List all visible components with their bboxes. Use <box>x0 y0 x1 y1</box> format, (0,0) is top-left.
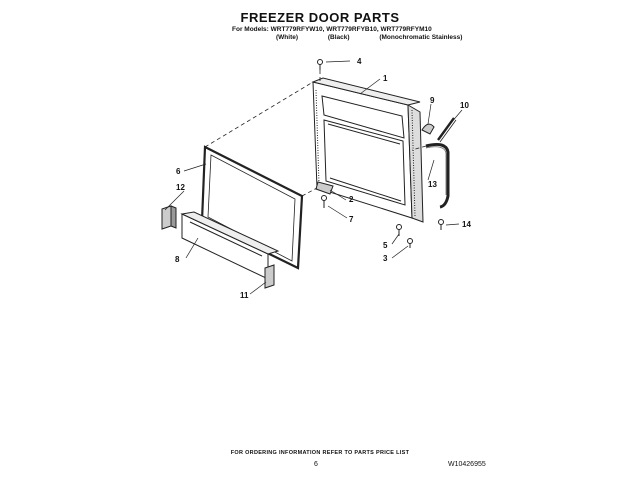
callout-5: 5 <box>383 241 388 250</box>
document-number: W10426955 <box>448 461 486 468</box>
variant-white: (White) <box>276 34 299 41</box>
page-number: 6 <box>314 461 318 468</box>
callout-2: 2 <box>349 195 354 204</box>
callout-3: 3 <box>383 254 388 263</box>
end-cap-left <box>162 206 176 229</box>
freezer-door-panel <box>313 78 423 222</box>
callout-7: 7 <box>349 215 354 224</box>
page-title: FREEZER DOOR PARTS <box>240 10 400 25</box>
callout-1: 1 <box>383 74 388 83</box>
callout-14: 14 <box>462 220 471 229</box>
end-cap-right <box>265 265 274 288</box>
callout-4: 4 <box>357 57 362 66</box>
variant-stainless: (Monochromatic Stainless) <box>379 34 463 41</box>
callout-11: 11 <box>240 291 249 300</box>
callout-9: 9 <box>430 96 435 105</box>
callout-6: 6 <box>176 167 181 176</box>
callout-12: 12 <box>176 183 185 192</box>
handle-insert <box>438 118 456 142</box>
handle-end-cap <box>422 124 434 134</box>
ordering-note: FOR ORDERING INFORMATION REFER TO PARTS PRICE LIST <box>230 450 410 456</box>
callout-13: 13 <box>428 180 437 189</box>
callout-8: 8 <box>175 255 180 264</box>
callout-10: 10 <box>460 101 469 110</box>
models-line: For Models: WRT779RFYW10, WRT779RFYB10, WRT779RFYM10 <box>232 26 432 33</box>
variant-black: (Black) <box>327 34 350 41</box>
bin-front <box>182 212 278 279</box>
